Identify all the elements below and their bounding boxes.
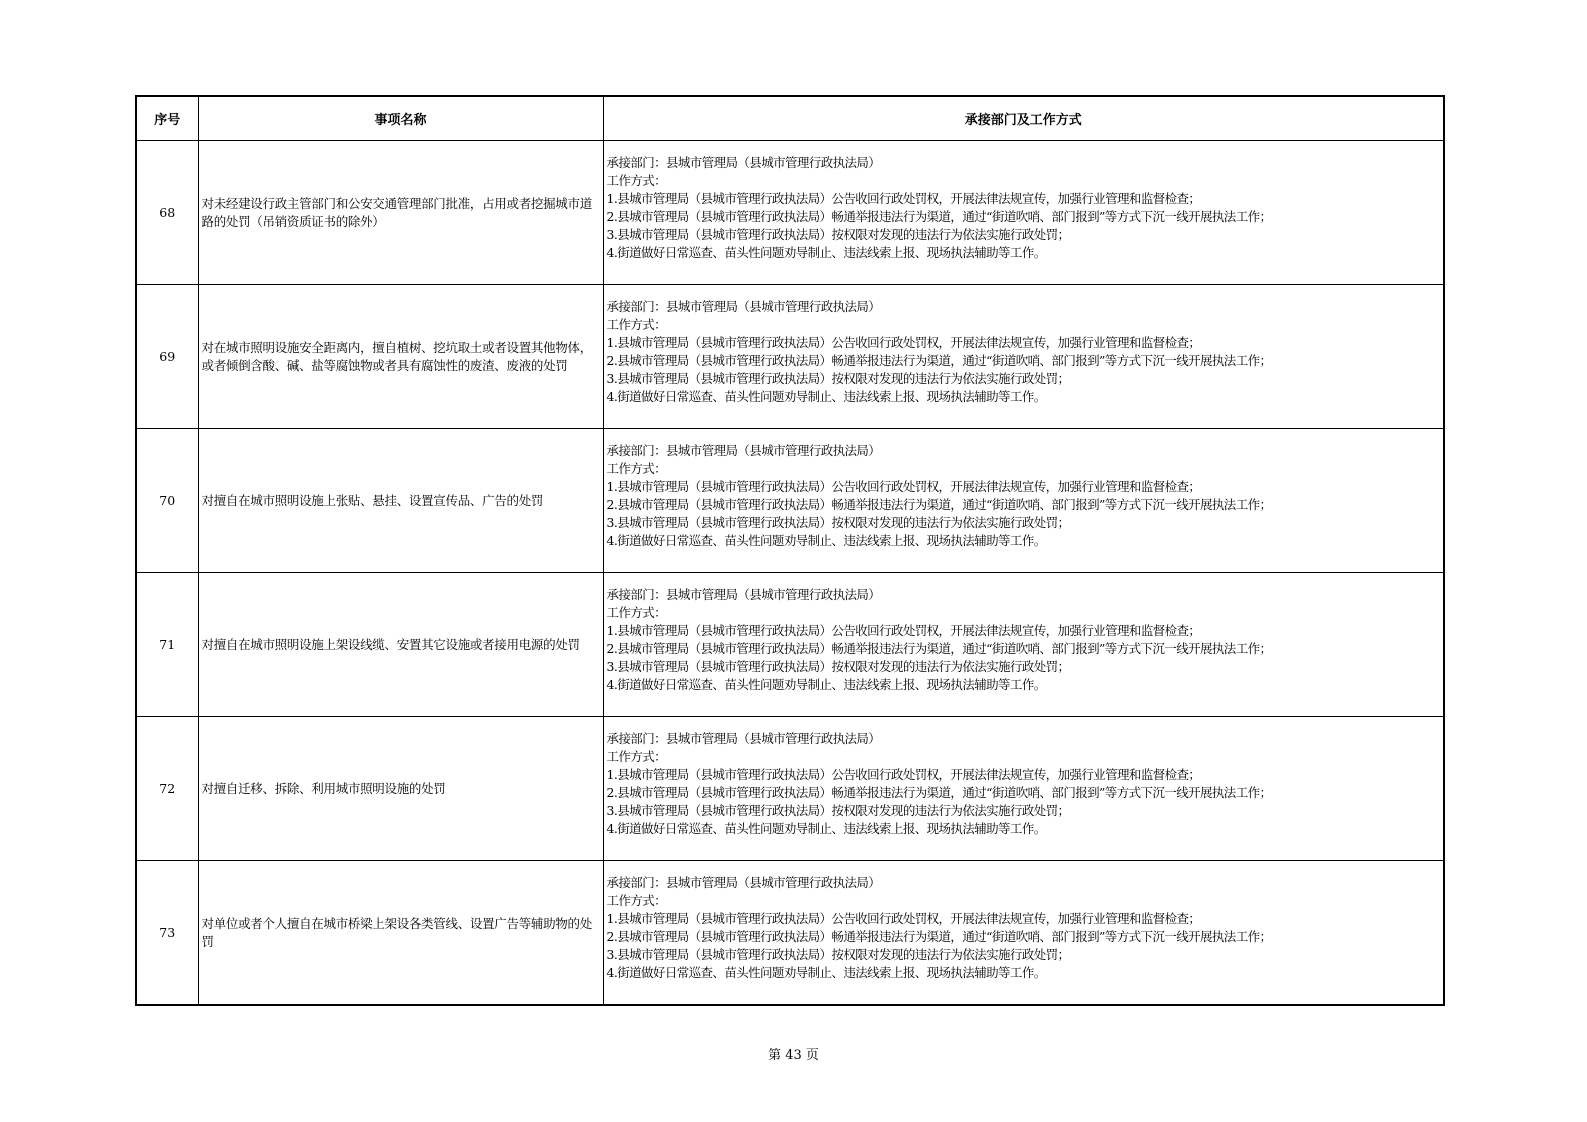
table-row (136, 285, 1444, 429)
method-step: 3.县城市管理局（县城市管理行政执法局）按权限对发现的违法行为依法实施行政处罚； (606, 227, 1070, 242)
method-step: 2.县城市管理局（县城市管理行政执法局）畅通举报违法行为渠道，通过“街道吹哨、部门报到”等方式下沉一线开展执法工作； (606, 497, 1272, 512)
row-item-name: 对未经建设行政主管部门和公安交通管理部门批准，占用或者挖掘城市道路的处罚（吊销资质证书的除外） (198, 141, 603, 285)
row-seq: 70 (136, 429, 198, 573)
method-step: 4.街道做好日常巡查、苗头性问题劝导制止、违法线索上报、现场执法辅助等工作。 (606, 389, 1046, 404)
table-header-row (136, 96, 1444, 141)
method-step: 1.县城市管理局（县城市管理行政执法局）公告收回行政处罚权，开展法律法规宣传，加强行业管理和监督检查； (606, 335, 1201, 350)
matters-table (135, 95, 1445, 1006)
row-dept-method (603, 141, 1444, 285)
header-seq: 序号 (136, 96, 198, 141)
dept-line: 承接部门：县城市管理局（县城市管理行政执法局） (606, 587, 881, 602)
method-step: 3.县城市管理局（县城市管理行政执法局）按权限对发现的违法行为依法实施行政处罚； (606, 803, 1070, 818)
table-row (136, 717, 1444, 861)
method-step: 3.县城市管理局（县城市管理行政执法局）按权限对发现的违法行为依法实施行政处罚； (606, 371, 1070, 386)
method-step: 2.县城市管理局（县城市管理行政执法局）畅通举报违法行为渠道，通过“街道吹哨、部门报到”等方式下沉一线开展执法工作； (606, 929, 1272, 944)
method-label: 工作方式： (606, 893, 667, 908)
method-step: 2.县城市管理局（县城市管理行政执法局）畅通举报违法行为渠道，通过“街道吹哨、部门报到”等方式下沉一线开展执法工作； (606, 353, 1272, 368)
dept-line: 承接部门：县城市管理局（县城市管理行政执法局） (606, 299, 881, 314)
method-step: 3.县城市管理局（县城市管理行政执法局）按权限对发现的违法行为依法实施行政处罚； (606, 515, 1070, 530)
row-seq: 72 (136, 717, 198, 861)
method-step: 4.街道做好日常巡查、苗头性问题劝导制止、违法线索上报、现场执法辅助等工作。 (606, 821, 1046, 836)
method-step: 4.街道做好日常巡查、苗头性问题劝导制止、违法线索上报、现场执法辅助等工作。 (606, 533, 1046, 548)
dept-line: 承接部门：县城市管理局（县城市管理行政执法局） (606, 731, 881, 746)
row-seq: 71 (136, 573, 198, 717)
method-step: 4.街道做好日常巡查、苗头性问题劝导制止、违法线索上报、现场执法辅助等工作。 (606, 677, 1046, 692)
page-number: 第 43 页 (768, 1048, 819, 1063)
dept-line: 承接部门：县城市管理局（县城市管理行政执法局） (606, 875, 881, 890)
row-dept-method (603, 573, 1444, 717)
method-step: 3.县城市管理局（县城市管理行政执法局）按权限对发现的违法行为依法实施行政处罚； (606, 947, 1070, 962)
header-item-name: 事项名称 (198, 96, 603, 141)
row-dept-method (603, 861, 1444, 1006)
method-step: 4.街道做好日常巡查、苗头性问题劝导制止、违法线索上报、现场执法辅助等工作。 (606, 965, 1046, 980)
method-step: 2.县城市管理局（县城市管理行政执法局）畅通举报违法行为渠道，通过“街道吹哨、部门报到”等方式下沉一线开展执法工作； (606, 785, 1272, 800)
method-step: 1.县城市管理局（县城市管理行政执法局）公告收回行政处罚权，开展法律法规宣传，加强行业管理和监督检查； (606, 191, 1201, 206)
row-item-name: 对擅自迁移、拆除、利用城市照明设施的处罚 (198, 717, 603, 861)
row-dept-method (603, 285, 1444, 429)
method-step: 1.县城市管理局（县城市管理行政执法局）公告收回行政处罚权，开展法律法规宣传，加强行业管理和监督检查； (606, 479, 1201, 494)
method-label: 工作方式： (606, 605, 667, 620)
header-dept-method: 承接部门及工作方式 (603, 96, 1444, 141)
dept-line: 承接部门：县城市管理局（县城市管理行政执法局） (606, 443, 881, 458)
method-label: 工作方式： (606, 461, 667, 476)
method-step: 1.县城市管理局（县城市管理行政执法局）公告收回行政处罚权，开展法律法规宣传，加强行业管理和监督检查； (606, 911, 1201, 926)
method-step: 4.街道做好日常巡查、苗头性问题劝导制止、违法线索上报、现场执法辅助等工作。 (606, 245, 1046, 260)
row-item-name: 对在城市照明设施安全距离内，擅自植树、挖坑取土或者设置其他物体，或者倾倒含酸、碱、盐等腐蚀物或者具有腐蚀性的废渣、废液的处罚 (198, 285, 603, 429)
method-label: 工作方式： (606, 317, 667, 332)
method-label: 工作方式： (606, 749, 667, 764)
table-row (136, 429, 1444, 573)
method-step: 2.县城市管理局（县城市管理行政执法局）畅通举报违法行为渠道，通过“街道吹哨、部门报到”等方式下沉一线开展执法工作； (606, 641, 1272, 656)
row-item-name: 对擅自在城市照明设施上架设线缆、安置其它设施或者接用电源的处罚 (198, 573, 603, 717)
method-label: 工作方式： (606, 173, 667, 188)
row-seq: 69 (136, 285, 198, 429)
row-item-name: 对单位或者个人擅自在城市桥梁上架设各类管线、设置广告等辅助物的处罚 (198, 861, 603, 1006)
row-dept-method (603, 429, 1444, 573)
row-dept-method (603, 717, 1444, 861)
table-row (136, 861, 1444, 1006)
row-seq: 68 (136, 141, 198, 285)
row-seq: 73 (136, 861, 198, 1006)
method-step: 3.县城市管理局（县城市管理行政执法局）按权限对发现的违法行为依法实施行政处罚； (606, 659, 1070, 674)
row-item-name: 对擅自在城市照明设施上张贴、悬挂、设置宣传品、广告的处罚 (198, 429, 603, 573)
table-row (136, 573, 1444, 717)
method-step: 2.县城市管理局（县城市管理行政执法局）畅通举报违法行为渠道，通过“街道吹哨、部门报到”等方式下沉一线开展执法工作； (606, 209, 1272, 224)
table-row (136, 141, 1444, 285)
method-step: 1.县城市管理局（县城市管理行政执法局）公告收回行政处罚权，开展法律法规宣传，加强行业管理和监督检查； (606, 623, 1201, 638)
dept-line: 承接部门：县城市管理局（县城市管理行政执法局） (606, 155, 881, 170)
method-step: 1.县城市管理局（县城市管理行政执法局）公告收回行政处罚权，开展法律法规宣传，加强行业管理和监督检查； (606, 767, 1201, 782)
